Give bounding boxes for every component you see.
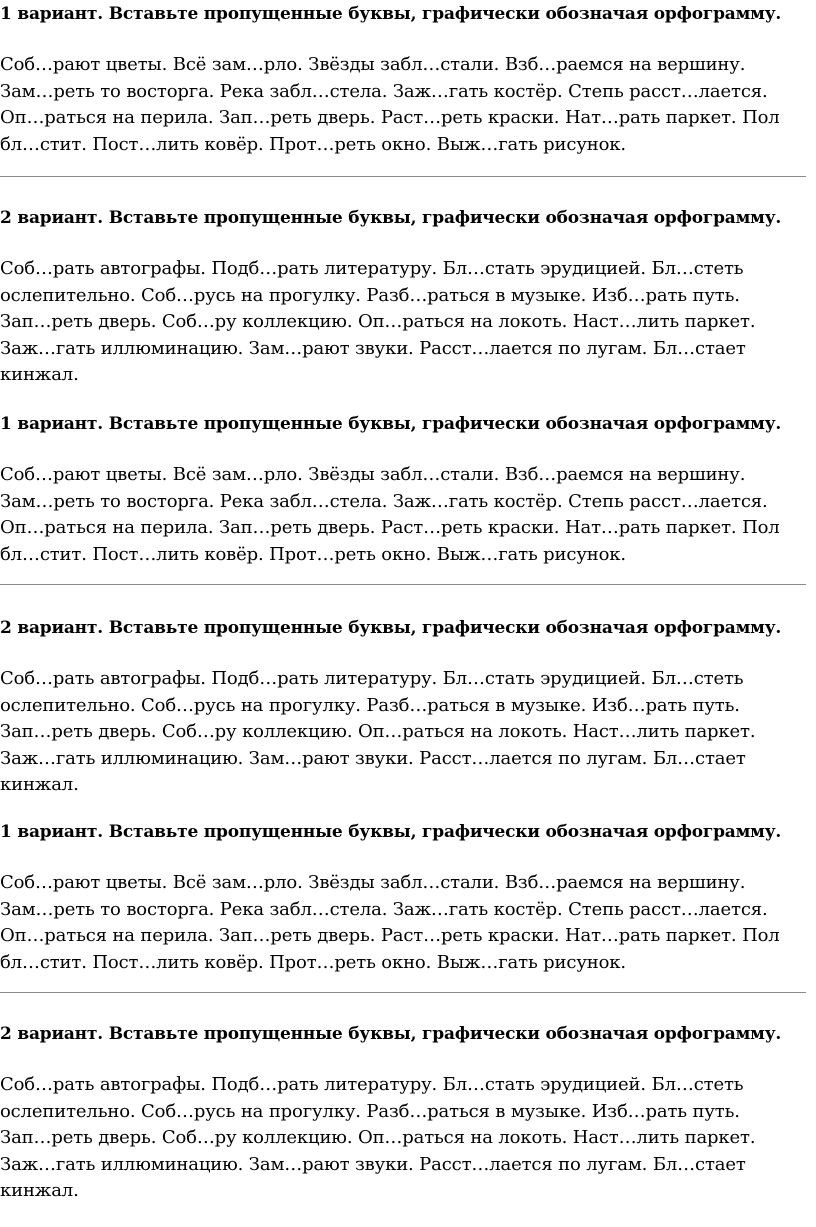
separator-line xyxy=(0,992,806,993)
text-line: бл…стит. Пост…лить ковёр. Прот…реть окно. Выж…гать рисунок. xyxy=(0,133,626,155)
text-line: Зам…реть то восторга. Река забл…стела. Заж…гать костёр. Степь расст…лается. xyxy=(0,898,768,920)
text-line: ослепительно. Соб…русь на прогулку. Разб…раться в музыке. Изб…рать путь. xyxy=(0,1100,740,1122)
exercise-text xyxy=(0,52,816,158)
section-heading: 1 вариант. Вставьте пропущенные буквы, графически обозначая орфограмму. xyxy=(0,4,782,24)
section-heading: 2 вариант. Вставьте пропущенные буквы, графически обозначая орфограмму. xyxy=(0,208,782,228)
section-heading: 1 вариант. Вставьте пропущенные буквы, графически обозначая орфограмму. xyxy=(0,414,782,434)
separator-line xyxy=(0,176,806,177)
text-line: Зап…реть дверь. Соб…ру коллекцию. Оп…раться на локоть. Наст…лить паркет. xyxy=(0,721,756,742)
text-line: ослепительно. Соб…русь на прогулку. Разб…раться в музыке. Изб…рать путь. xyxy=(0,284,740,306)
text-line: бл…стит. Пост…лить ковёр. Прот…реть окно. Выж…гать рисунок. xyxy=(0,951,626,973)
text-line: Зап…реть дверь. Соб…ру коллекцию. Оп…раться на локоть. Наст…лить паркет. xyxy=(0,311,756,332)
variant-2-section xyxy=(0,206,816,389)
text-line: Соб…рать автографы. Подб…рать литературу. Бл…стать эрудицией. Бл…стеть xyxy=(0,258,744,279)
section-heading: 1 вариант. Вставьте пропущенные буквы, графически обозначая орфограмму. xyxy=(0,822,782,842)
text-line: Зам…реть то восторга. Река забл…стела. Заж…гать костёр. Степь расст…лается. xyxy=(0,490,768,512)
text-line: Заж…гать иллюминацию. Зам…рают звуки. Расст…лается по лугам. Бл…стает xyxy=(0,337,746,359)
text-line: кинжал. xyxy=(0,364,79,385)
exercise-text xyxy=(0,1072,816,1205)
variant-1-section xyxy=(0,820,816,976)
exercise-text xyxy=(0,462,816,568)
text-line: Соб…рать автографы. Подб…рать литературу. Бл…стать эрудицией. Бл…стеть xyxy=(0,1074,744,1095)
text-line: Соб…рают цветы. Всё зам…рло. Звёзды забл…стали. Взб…раемся на вершину. xyxy=(0,872,746,893)
text-line: Соб…рать автографы. Подб…рать литературу. Бл…стать эрудицией. Бл…стеть xyxy=(0,668,744,689)
text-line: Зап…реть дверь. Соб…ру коллекцию. Оп…раться на локоть. Наст…лить паркет. xyxy=(0,1127,756,1148)
text-line: Оп…раться на перила. Зап…реть дверь. Раст…реть краски. Нат…рать паркет. Пол xyxy=(0,925,780,946)
text-line: Оп…раться на перила. Зап…реть дверь. Раст…реть краски. Нат…рать паркет. Пол xyxy=(0,107,780,128)
separator-line xyxy=(0,584,806,585)
variant-2-section xyxy=(0,1022,816,1205)
section-heading: 2 вариант. Вставьте пропущенные буквы, графически обозначая орфограмму. xyxy=(0,1024,782,1044)
exercise-text xyxy=(0,870,816,976)
exercise-text xyxy=(0,256,816,389)
variant-1-section xyxy=(0,2,816,158)
text-line: Соб…рают цветы. Всё зам…рло. Звёзды забл…стали. Взб…раемся на вершину. xyxy=(0,54,746,75)
text-line: кинжал. xyxy=(0,774,79,795)
text-line: Заж…гать иллюминацию. Зам…рают звуки. Расст…лается по лугам. Бл…стает xyxy=(0,1153,746,1175)
text-line: Оп…раться на перила. Зап…реть дверь. Раст…реть краски. Нат…рать паркет. Пол xyxy=(0,517,780,538)
text-line: бл…стит. Пост…лить ковёр. Прот…реть окно. Выж…гать рисунок. xyxy=(0,543,626,565)
text-line: ослепительно. Соб…русь на прогулку. Разб…раться в музыке. Изб…рать путь. xyxy=(0,694,740,716)
text-line: кинжал. xyxy=(0,1180,79,1201)
variant-1-section xyxy=(0,412,816,568)
variant-2-section xyxy=(0,616,816,799)
text-line: Зам…реть то восторга. Река забл…стела. Заж…гать костёр. Степь расст…лается. xyxy=(0,80,768,102)
section-heading: 2 вариант. Вставьте пропущенные буквы, графически обозначая орфограмму. xyxy=(0,618,782,638)
text-line: Соб…рают цветы. Всё зам…рло. Звёзды забл…стали. Взб…раемся на вершину. xyxy=(0,464,746,485)
text-line: Заж…гать иллюминацию. Зам…рают звуки. Расст…лается по лугам. Бл…стает xyxy=(0,747,746,769)
exercise-text xyxy=(0,666,816,799)
